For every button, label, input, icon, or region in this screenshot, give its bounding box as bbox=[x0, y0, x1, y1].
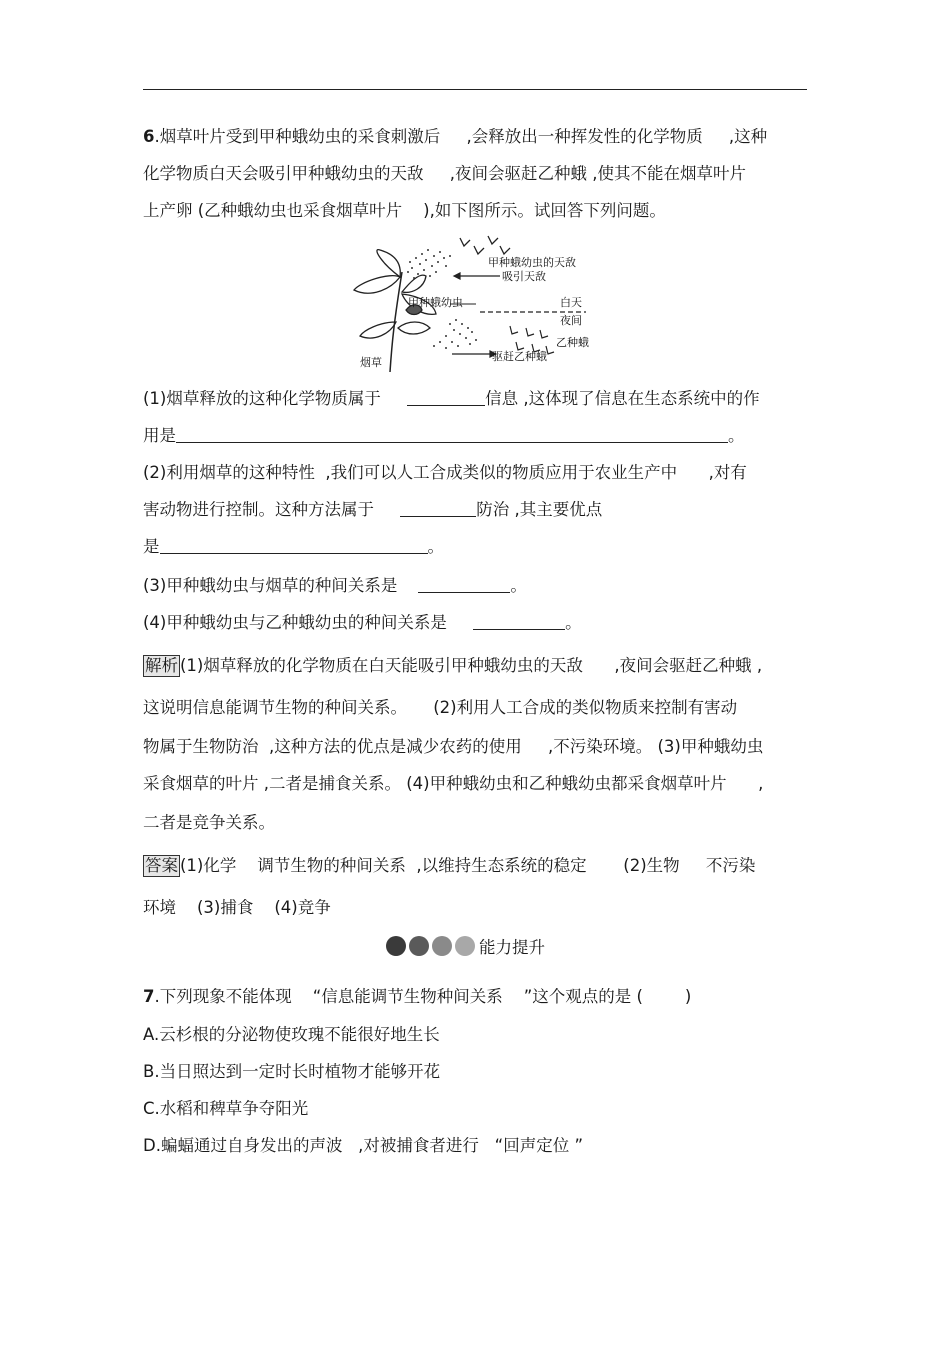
header-rule bbox=[143, 89, 807, 90]
q6-sub2-text-e: 。 bbox=[427, 537, 444, 556]
q6-stem-text: .烟草叶片受到甲种蛾幼虫的采食刺激后 ,会释放出一种挥发性的化学物质 ,这种 bbox=[154, 127, 768, 146]
section-heading bbox=[386, 933, 545, 959]
label-attract: 吸引天敌 bbox=[502, 270, 546, 283]
diagram-arrows bbox=[452, 273, 500, 357]
q6-sub4-text-a: (4)甲种蛾幼虫与乙种蛾幼虫的种间关系是 bbox=[143, 613, 474, 632]
analysis-line-4: 采食烟草的叶片 ,二者是捕食关系。 (4)甲种蛾幼虫和乙种蛾幼虫都采食烟草叶片 , bbox=[143, 774, 764, 793]
analysis-tag: 解析 bbox=[145, 656, 178, 675]
label-larva: 甲种蛾幼虫 bbox=[408, 296, 463, 309]
q6-sub2-text-d: 是 bbox=[143, 537, 160, 556]
label-night: 夜间 bbox=[560, 314, 582, 327]
section-dot-icon bbox=[432, 936, 452, 956]
q7-option-a[interactable]: A.云杉根的分泌物使玫瑰不能很好地生长 bbox=[143, 1025, 440, 1044]
q6-sub1-line-1 bbox=[143, 388, 760, 410]
q6-sub4-line bbox=[143, 612, 582, 634]
section-dot-icon bbox=[409, 936, 429, 956]
label-moth-b: 乙种蛾 bbox=[556, 336, 589, 349]
q6-sub2-line-1: (2)利用烟草的这种特性 ,我们可以人工合成类似的物质应用于农业生产中 ,对有 bbox=[143, 463, 747, 482]
chemical-dots-upper bbox=[407, 249, 451, 279]
label-repel: 驱赶乙种蛾 bbox=[492, 350, 547, 363]
q6-sub1-line-2 bbox=[143, 425, 745, 447]
q7-option-d[interactable]: D.蝙蝠通过自身发出的声波 ,对被捕食者进行 “回声定位 ” bbox=[143, 1136, 584, 1155]
answer-tag: 答案 bbox=[145, 856, 178, 875]
tobacco-diagram bbox=[350, 232, 610, 372]
answer-blank-2a[interactable] bbox=[400, 500, 476, 517]
answer-blank-4[interactable] bbox=[473, 613, 565, 630]
analysis-text-1: (1)烟草释放的化学物质在白天能吸引甲种蛾幼虫的天敌 ,夜间会驱赶乙种蛾 , bbox=[180, 656, 763, 675]
section-dot-icon bbox=[455, 936, 475, 956]
q6-stem-line-2: 化学物质白天会吸引甲种蛾幼虫的天敌 ,夜间会驱赶乙种蛾 ,使其不能在烟草叶片 bbox=[143, 164, 746, 183]
label-day: 白天 bbox=[560, 296, 582, 309]
analysis-line-2: 这说明信息能调节生物的种间关系。 (2)利用人工合成的类似物质来控制有害动 bbox=[143, 698, 738, 717]
q6-sub1-text-b: 信息 ,这体现了信息在生态系统中的作 bbox=[485, 389, 760, 408]
answer-blank-3[interactable] bbox=[418, 576, 510, 593]
q6-sub1-text-d: 。 bbox=[728, 426, 745, 445]
section-title: 能力提升 bbox=[479, 938, 545, 957]
label-tobacco: 烟草 bbox=[360, 356, 382, 369]
analysis-line-3: 物属于生物防治 ,这种方法的优点是减少农药的使用 ,不污染环境。 (3)甲种蛾幼虫 bbox=[143, 737, 764, 756]
q6-sub3-line bbox=[143, 575, 527, 597]
analysis-line-5: 二者是竞争关系。 bbox=[143, 813, 275, 832]
q6-stem-line-1 bbox=[143, 126, 767, 148]
tobacco-leaves bbox=[354, 250, 436, 338]
q6-sub3-text-b: 。 bbox=[510, 576, 527, 595]
q7-stem-text: .下列现象不能体现 “信息能调节生物种间关系 ”这个观点的是 ( ) bbox=[154, 987, 692, 1006]
q6-sub2-text-b: 害动物进行控制。这种方法属于 bbox=[143, 500, 401, 519]
q7-option-c[interactable]: C.水稻和稗草争夺阳光 bbox=[143, 1099, 309, 1118]
q6-number: 6 bbox=[143, 127, 155, 146]
q6-sub2-text-c: 防治 ,其主要优点 bbox=[476, 500, 603, 519]
q6-stem-line-3: 上产卵 (乙种蛾幼虫也采食烟草叶片 ),如下图所示。试回答下列问题。 bbox=[143, 201, 666, 220]
q6-sub4-text-b: 。 bbox=[565, 613, 582, 632]
q6-sub1-text-a: (1)烟草释放的这种化学物质属于 bbox=[143, 389, 408, 408]
natural-enemy-icons bbox=[460, 236, 510, 254]
q6-sub2-line-3 bbox=[143, 536, 444, 558]
answer-blank-1a[interactable] bbox=[407, 389, 485, 406]
section-dot-icon bbox=[386, 936, 406, 956]
answer-blank-2b[interactable] bbox=[160, 537, 428, 554]
answer-text-1: (1)化学 调节生物的种间关系 ,以维持生态系统的稳定 (2)生物 不污染 bbox=[180, 856, 756, 875]
q6-sub1-text-c: 用是 bbox=[143, 426, 176, 445]
q6-sub3-text-a: (3)甲种蛾幼虫与烟草的种间关系是 bbox=[143, 576, 419, 595]
q7-option-b[interactable]: B.当日照达到一定时长时植物才能够开花 bbox=[143, 1062, 441, 1081]
answer-blank-1b[interactable] bbox=[176, 426, 728, 443]
answer-line-1 bbox=[143, 855, 755, 877]
chemical-dots-lower bbox=[433, 319, 477, 349]
analysis-line-1 bbox=[143, 655, 762, 677]
answer-line-2: 环境 (3)捕食 (4)竞争 bbox=[143, 898, 331, 917]
q7-number: 7 bbox=[143, 987, 155, 1006]
q7-stem bbox=[143, 986, 691, 1008]
q6-sub2-line-2 bbox=[143, 499, 602, 521]
label-enemy: 甲种蛾幼虫的天敌 bbox=[488, 256, 576, 269]
